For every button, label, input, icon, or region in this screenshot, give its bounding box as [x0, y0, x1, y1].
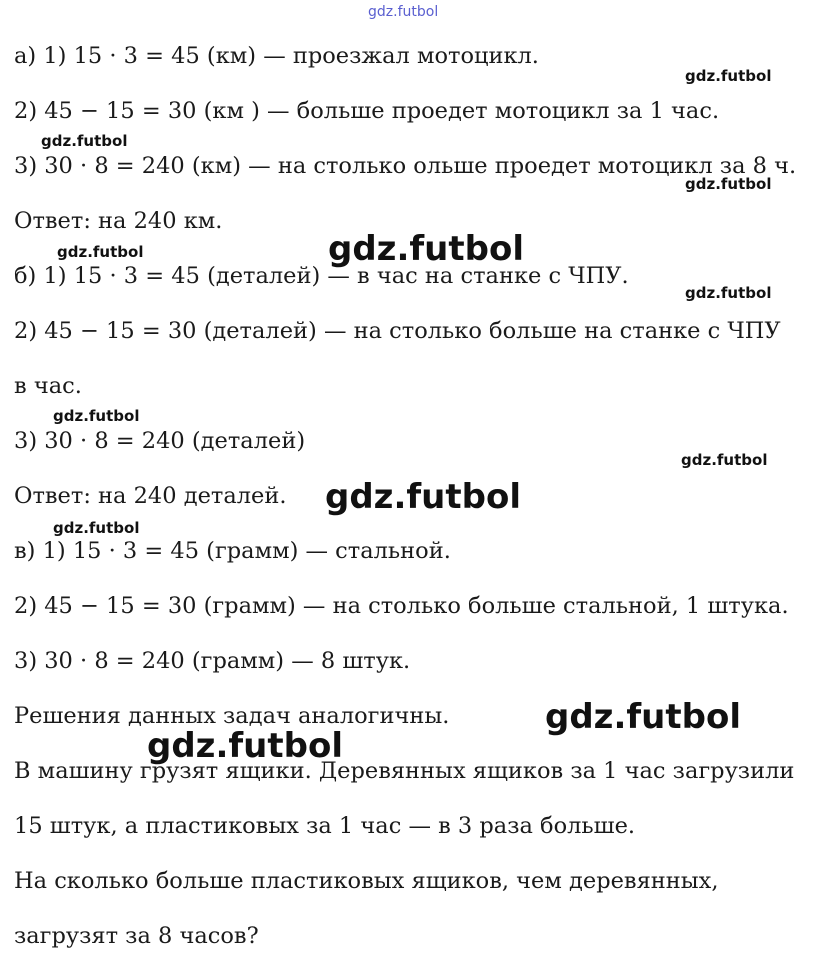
- solution-a-step-1: а) 1) 15 · 3 = 45 (км) — проезжал мотоцикл.: [14, 43, 539, 69]
- solution-b-step-3: 3) 30 · 8 = 240 (деталей): [14, 428, 306, 454]
- watermark-large: gdz.futbol: [545, 697, 741, 737]
- solution-b-step-2-cont: в час.: [14, 373, 82, 399]
- watermark-top: gdz.futbol: [368, 4, 439, 20]
- watermark-small: gdz.futbol: [41, 132, 128, 150]
- solution-b-answer: Ответ: на 240 деталей.: [14, 483, 287, 509]
- solution-a-answer: Ответ: на 240 км.: [14, 208, 223, 234]
- watermark-small: gdz.futbol: [53, 407, 140, 425]
- solution-c-step-3: 3) 30 · 8 = 240 (грамм) — 8 штук.: [14, 648, 411, 674]
- note-similar: Решения данных задач аналогичны.: [14, 703, 450, 729]
- watermark-large: gdz.futbol: [328, 229, 524, 269]
- task-line-3: На сколько больше пластиковых ящиков, чем деревянных,: [14, 868, 719, 894]
- task-line-1: В машину грузят ящики. Деревянных ящиков за 1 час загрузили: [14, 758, 795, 784]
- watermark-small: gdz.futbol: [57, 243, 144, 261]
- watermark-small: gdz.futbol: [685, 175, 772, 193]
- solution-a-step-2: 2) 45 − 15 = 30 (км ) — больше проедет мотоцикл за 1 час.: [14, 98, 720, 124]
- watermark-small: gdz.futbol: [53, 519, 140, 537]
- watermark-small: gdz.futbol: [685, 67, 772, 85]
- watermark-large: gdz.futbol: [325, 477, 521, 517]
- task-line-4: загрузят за 8 часов?: [14, 923, 259, 949]
- watermark-small: gdz.futbol: [685, 284, 772, 302]
- watermark-large: gdz.futbol: [147, 726, 343, 766]
- solution-b-step-2: 2) 45 − 15 = 30 (деталей) — на столько больше на станке с ЧПУ: [14, 318, 781, 344]
- solution-c-step-2: 2) 45 − 15 = 30 (грамм) — на столько больше стальной, 1 штука.: [14, 593, 789, 619]
- watermark-small: gdz.futbol: [681, 451, 768, 469]
- solution-c-step-1: в) 1) 15 · 3 = 45 (грамм) — стальной.: [14, 538, 451, 564]
- solution-b-step-1: б) 1) 15 · 3 = 45 (деталей) — в час на станке с ЧПУ.: [14, 263, 629, 289]
- solution-a-step-3: 3) 30 · 8 = 240 (км) — на столько ольше проедет мотоцикл за 8 ч.: [14, 153, 797, 179]
- task-line-2: 15 штук, а пластиковых за 1 час — в 3 раза больше.: [14, 813, 636, 839]
